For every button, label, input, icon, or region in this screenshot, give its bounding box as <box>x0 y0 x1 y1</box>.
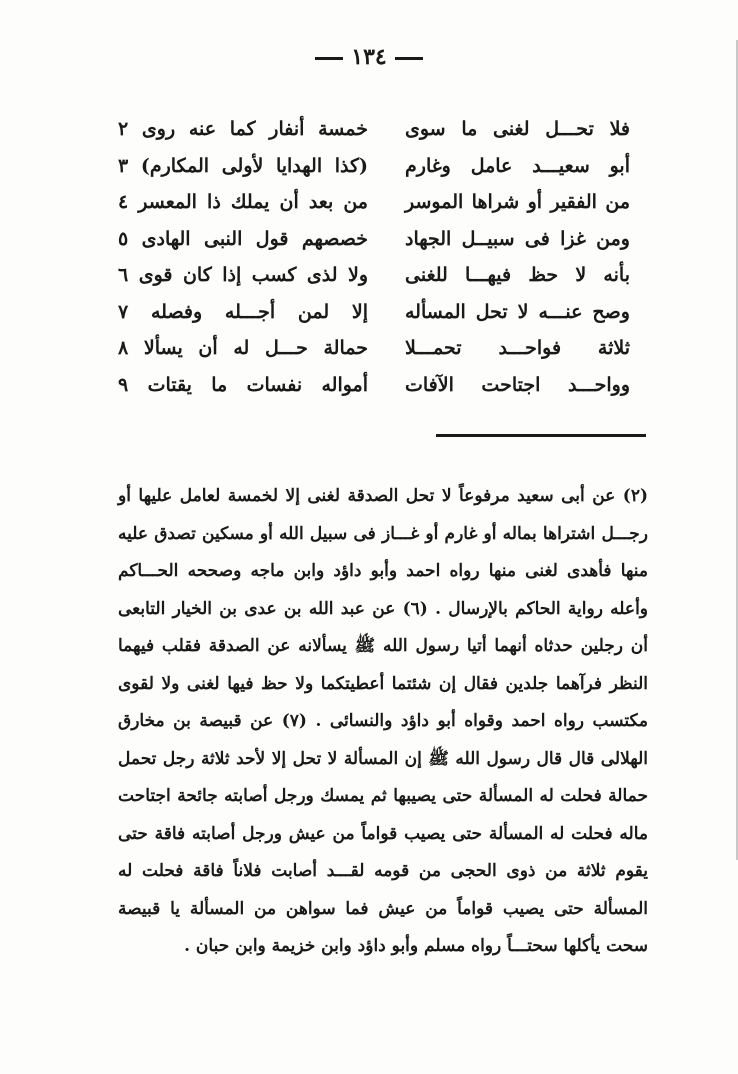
verse-second-hemistich: ولا لذى كسب إذا كان قوى ٦ <box>118 264 368 286</box>
verse-first-hemistich: وصح عنـــه لا تحل المسأله <box>405 300 630 323</box>
verse-first-hemistich: من الفقير أو شراها الموسر <box>405 191 630 213</box>
poem-verse <box>118 295 630 332</box>
verse-first-hemistich: وواحـــد اجتاحت الآفات <box>405 373 630 396</box>
verse-second-hemistich: من بعد أن يملك ذا المعسر ٤ <box>118 191 368 213</box>
verse-first-hemistich: ومن غزا فى سبيــل الجهاد <box>405 227 630 250</box>
poem-verse <box>118 149 630 186</box>
verse-second-hemistich: أمواله نفسات ما يقتات ٩ <box>118 373 368 396</box>
footnotes: (٢) عن أبى سعيد مرفوعاً لا تحل الصدقة لغنى إلا لخمسة لعامل عليها أو رجـــل اشتراها بماله أو غارم أو غـــاز فى سبيل الله أو مسكين تصدق عليه منها فأهدى لغنى منها رواه احمد وأبو داؤد وابن ماجه وصححه الحـــاكم وأعله رواية الحاكم بالإرسال . (٦) عن عبد الله بن عدى بن الخيار التابعى أن رجلين حدثاه أنهما أتيا رسول الله ﷺ يسألانه عن الصدقة فقلب فيهما النظر فرآهما جلدين فقال إن شئتما أعطيتكما ولا حظ فيها لغنى ولا لقوى مكتسب رواه احمد وقواه أبو داؤد والنسائى . (٧) عن قبيصة بن مخارق الهلالى قال قال رسول الله ﷺ إن المسألة لا تحل إلا لأحد ثلاثة رجل تحمل حمالة فحلت له المسألة حتى يصيبها ثم يمسك ورجل أصابته جائحة اجتاحت ماله فحلت له المسألة حتى يصيب قواماً من عيش ورجل أصابته فاقة حتى يقوم ثلاثة من ذوى الحجى من قومه لقـــد أصابت فلاناً فاقة فحلت له المسألة حتى يصيب قواماً من عيش فما سواهن من المسألة يا قبيصة سحت يأكلها سحتـــاً رواه مسلم وأبو داؤد وابن خزيمة وابن حبان . <box>118 486 648 956</box>
poem-verse <box>118 331 630 368</box>
verse-first-hemistich: بأنه لا حظ فيهـــا للغنى <box>405 264 630 286</box>
page-number-dash-right <box>395 57 423 60</box>
footnote-divider <box>436 434 646 437</box>
verse-second-hemistich: إلا لمن أجـــله وفصله ٧ <box>118 300 368 323</box>
poem-verse <box>118 258 630 295</box>
page-number <box>0 44 738 70</box>
poem-verse <box>118 185 630 222</box>
verse-second-hemistich: حمالة حـــل له أن يسألا ٨ <box>118 337 368 359</box>
verse-first-hemistich: أبو سعيـــد عامل وغارم <box>405 154 630 177</box>
verse-second-hemistich: خمسة أنفار كما عنه روى ٢ <box>118 118 368 140</box>
poem <box>118 112 630 404</box>
verse-second-hemistich: (كذا الهدايا لأولى المكارم) ٣ <box>118 154 368 177</box>
poem-verse <box>118 222 630 259</box>
page-number-text: ١٣٤ <box>351 44 387 70</box>
verse-first-hemistich: فلا تحـــل لغنى ما سوى <box>405 118 630 140</box>
verse-first-hemistich: ثلاثة فواحـــد تحمـــلا <box>405 337 630 359</box>
poem-verse <box>118 112 630 149</box>
verse-second-hemistich: خصصهم قول النبى الهادى ٥ <box>118 227 368 250</box>
poem-verse <box>118 368 630 405</box>
page-number-dash-left <box>315 57 343 60</box>
